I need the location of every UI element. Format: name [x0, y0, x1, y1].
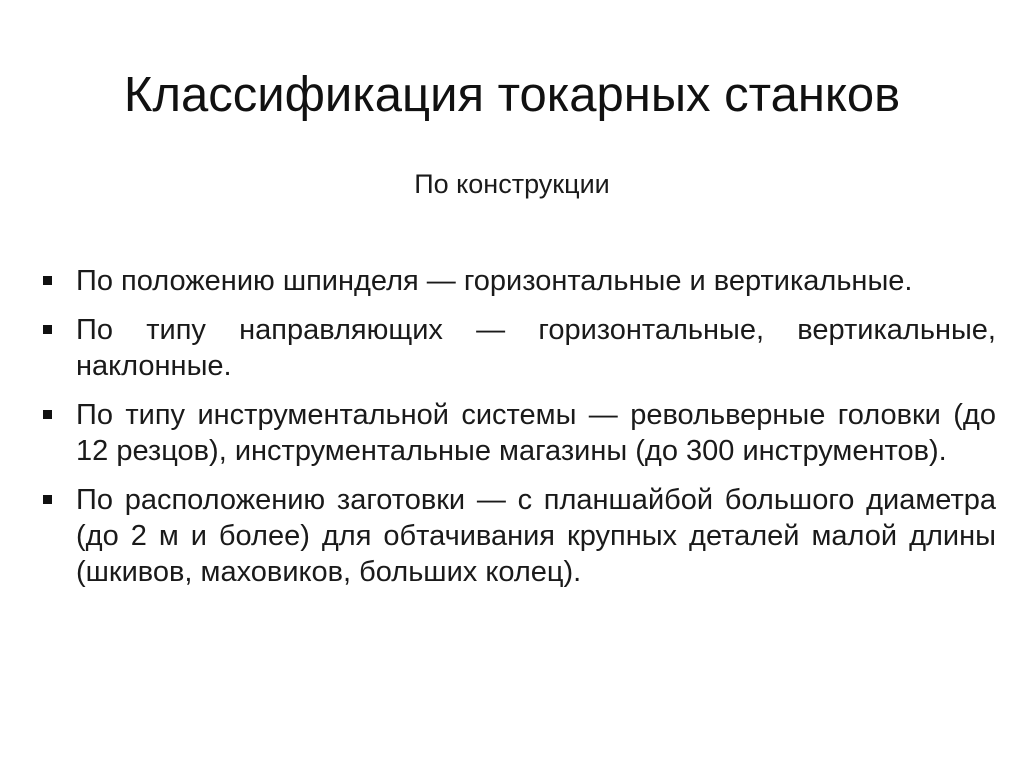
bullet-item-tool-system — [40, 397, 996, 469]
square-bullet-icon — [43, 495, 52, 504]
square-bullet-icon — [43, 276, 52, 285]
bullet-list — [40, 263, 996, 603]
bullet-text: По типу направляющих — горизонтальные, вертикальные, наклонные. — [76, 314, 996, 382]
bullet-item-workpiece-position — [40, 482, 996, 590]
bullet-text: По расположению заготовки — с планшайбой большого диаметра (до 2 м и более) для обтачивания крупных деталей малой длины (шкивов, маховиков, больших колец). — [76, 484, 996, 588]
bullet-text: По положению шпинделя — горизонтальные и вертикальные. — [76, 265, 913, 297]
bullet-item-spindle-position — [40, 263, 996, 299]
bullet-text: По типу инструментальной системы — револьверные головки (до 12 резцов), инструментальные магазины (до 300 инструментов). — [76, 399, 996, 467]
slide-subtitle: По конструкции — [414, 169, 610, 199]
square-bullet-icon — [43, 325, 52, 334]
square-bullet-icon — [43, 410, 52, 419]
slide-title: Классификация токарных станков — [123, 68, 901, 122]
bullet-item-guideway-type — [40, 312, 996, 384]
